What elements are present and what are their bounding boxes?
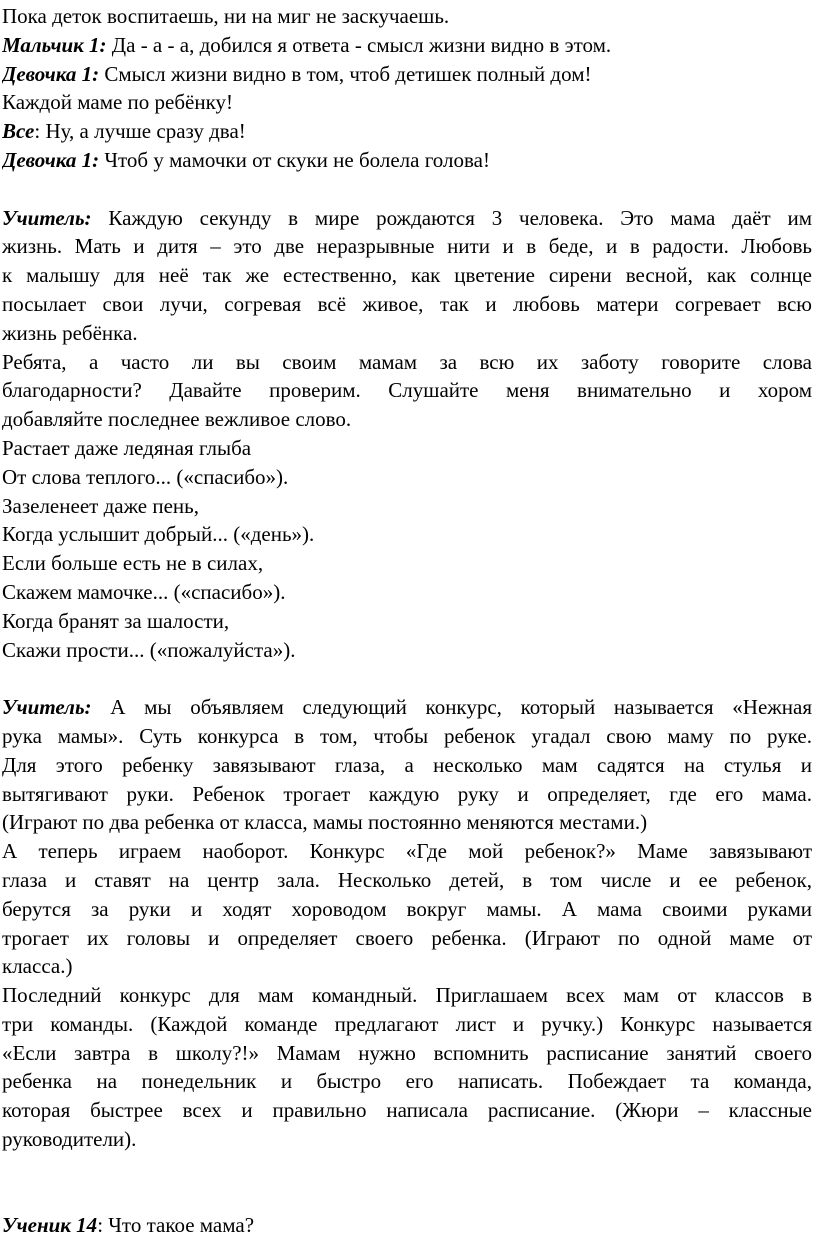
paragraph-line: глаза и ставят на центр зала. Несколько детей, в том числе и ее ребенок, (2, 867, 812, 892)
dialogue-text: Да - а - а, добился я ответа - смысл жизни видно в этом. (106, 32, 612, 57)
text-line: Каждой маме по ребёнку! (2, 90, 234, 115)
paragraph-line: берутся за руки и ходят хороводом вокруг мамы. А мама своими руками (2, 896, 812, 921)
speaker-label: Учитель: (2, 205, 92, 230)
paragraph-line: руководители). (2, 1127, 137, 1152)
poem-line: Скажи прости... («пожалуйста»). (2, 637, 296, 662)
paragraph-line: добавляйте последнее вежливое слово. (2, 407, 352, 432)
dialogue-line (2, 117, 812, 146)
poem-line: Зазеленеет даже пень, (2, 493, 199, 518)
dialogue-text: Чтоб у мамочки от скуки не болела голова! (99, 147, 490, 172)
speaker-label: Учитель: (2, 695, 92, 720)
paragraph-line: жизнь. Мать и дитя – это две неразрывные нити и в беде, и в радости. Любовь (2, 234, 812, 259)
paragraph-line: вытягивают руки. Ребенок трогает каждую руку и определяет, где его мама. (2, 781, 812, 806)
speaker-label: Мальчик 1: (2, 32, 107, 57)
dialogue-text: : Что такое мама? (97, 1213, 255, 1238)
paragraph-line (2, 204, 812, 233)
paragraph-line: три команды. (Каждой команде предлагают лист и ручку.) Конкурс называется (2, 1011, 812, 1036)
paragraph-text: А мы объявляем следующий конкурс, который называется «Нежная (91, 695, 812, 720)
paragraph-line: посылает свои лучи, согревая всё живое, так и любовь матери согревает всю (2, 291, 812, 316)
poem-line: Если больше есть не в силах, (2, 551, 264, 576)
speaker-label: Ученик 14 (2, 1213, 98, 1238)
dialogue-line (2, 31, 812, 60)
blank-line (2, 1154, 812, 1212)
paragraph-line: Ребята, а часто ли вы своим мамам за всю их заботу говорите слова (2, 349, 812, 374)
dialogue-text: Смысл жизни видно в том, чтоб детишек полный дом! (99, 61, 592, 86)
poem-line: Когда услышит добрый... («день»). (2, 522, 315, 547)
paragraph-line: жизнь ребёнка. (2, 320, 138, 345)
paragraph-line: которая быстрее всех и правильно написала расписание. (Жюри – классные (2, 1098, 812, 1123)
speaker-label: Девочка 1: (2, 147, 100, 172)
poem-line: Когда бранят за шалости, (2, 608, 230, 633)
paragraph-line: «Если завтра в школу?!» Мамам нужно вспомнить расписание занятий своего (2, 1040, 812, 1065)
paragraph-line: благодарности? Давайте проверим. Слушайте меня внимательно и хором (2, 378, 812, 403)
paragraph-line: рука мамы». Суть конкурса в том, чтобы ребенок угадал свою маму по руке. (2, 723, 812, 748)
blank-line (2, 175, 812, 204)
dialogue-line (2, 60, 812, 89)
paragraph-line: ребенка на понедельник и быстро его написать. Побеждает та команда, (2, 1069, 812, 1094)
speaker-label: Все (2, 119, 35, 144)
paragraph-line (2, 693, 812, 722)
paragraph-line: (Играют по два ребенка от класса, мамы постоянно меняются местами.) (2, 810, 648, 835)
poem-line: От слова теплого... («спасибо»). (2, 464, 289, 489)
paragraph-line: класса.) (2, 954, 73, 979)
dialogue-text: : Ну, а лучше сразу два! (34, 119, 246, 144)
poem-line: Скажем мамочке... («спасибо»). (2, 579, 286, 604)
poem-line: Растает даже ледяная глыба (2, 435, 252, 460)
paragraph-line: А теперь играем наоборот. Конкурс «Где мой ребенок?» Маме завязывают (2, 839, 812, 864)
paragraph-text: Каждую секунду в мире рождаются 3 человека. Это мама даёт им (91, 205, 812, 230)
paragraph-line: Последний конкурс для мам командный. Приглашаем всех мам от классов в (2, 983, 812, 1008)
paragraph-line: Для этого ребенку завязывают глаза, а несколько мам садятся на стулья и (2, 752, 812, 777)
dialogue-line (2, 146, 812, 175)
paragraph-line: трогает их головы и определяет своего ребенка. (Играют по одной маме от (2, 925, 812, 950)
dialogue-line (2, 1211, 812, 1240)
blank-line (2, 664, 812, 693)
text-line: Пока деток воспитаешь, ни на миг не заскучаешь. (2, 4, 450, 28)
speaker-label: Девочка 1: (2, 61, 100, 86)
paragraph-line: к малышу для неё так же естественно, как цветение сирени весной, как солнце (2, 263, 812, 288)
